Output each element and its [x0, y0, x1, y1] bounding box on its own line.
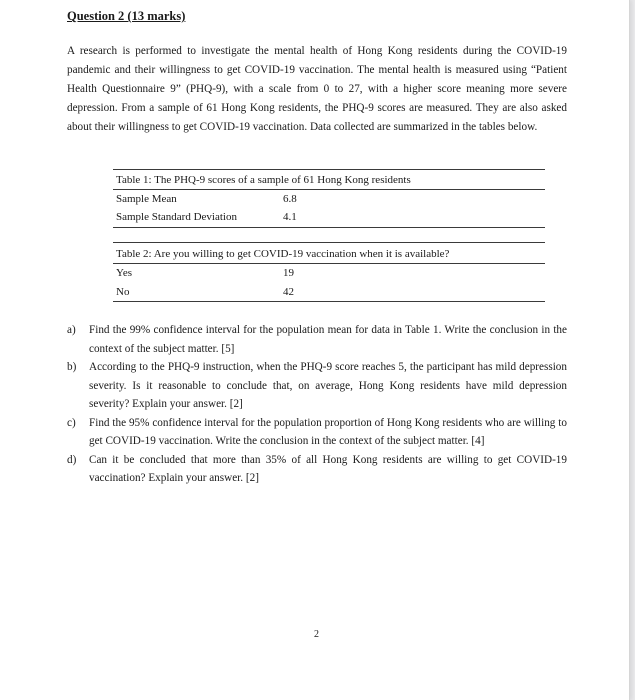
- question-item: [67, 451, 567, 488]
- table-bottom-rule: [113, 227, 545, 228]
- table-header-rule: [113, 263, 545, 264]
- question-item: [67, 321, 567, 358]
- question-list: [67, 321, 567, 488]
- question-text: According to the PHQ-9 instruction, when the PHQ-9 score reaches 5, the participant has mild depression severity. Is it reasonable to conclude that, on average, Hong Kong residents have mild depression severity? Explain your answer. [2]: [89, 361, 567, 410]
- question-item: [67, 414, 567, 451]
- table-row-label: Sample Mean: [116, 193, 177, 205]
- table-row-value: 42: [283, 286, 294, 298]
- question-text: Find the 95% confidence interval for the population proportion of Hong Kong residents who are willing to get COVID-19 vaccination. Write the conclusion in the context of the subject matter. [4]: [89, 416, 567, 447]
- question-letter: c): [67, 416, 76, 429]
- table-top-rule: [113, 169, 545, 170]
- intro-paragraph: A research is performed to investigate the mental health of Hong Kong residents during the COVID-19 pandemic and their willingness to get COVID-19 vaccination. The mental health is measured using “Patient Health Questionnaire 9” (PHQ-9), with a scale from 0 to 27, with a higher score meaning more severe depression. From a sample of 61 Hong Kong residents, the PHQ-9 scores are measured. They are also asked about their willingness to get COVID-19 vaccination. Data collected are summarized in the tables below.: [67, 45, 567, 133]
- table-caption: Table 2: Are you willing to get COVID-19 vaccination when it is available?: [116, 248, 450, 260]
- table-row-value: 6.8: [283, 193, 297, 205]
- table-row-label: No: [116, 286, 130, 298]
- question-letter: d): [67, 453, 77, 466]
- table-bottom-rule: [113, 301, 545, 302]
- table-top-rule: [113, 242, 545, 243]
- question-heading: Question 2 (13 marks): [67, 9, 186, 23]
- page-number: 2: [314, 629, 319, 640]
- question-text: Can it be concluded that more than 35% of all Hong Kong residents are willing to get COVID-19 vaccination? Explain your answer. [2]: [89, 453, 567, 484]
- question-letter: a): [67, 324, 76, 336]
- table-2: [113, 240, 545, 304]
- question-text: Find the 99% confidence interval for the population mean for data in Table 1. Write the conclusion in the context of the subject matter. [5]: [89, 324, 567, 355]
- question-letter: b): [67, 361, 77, 373]
- table-1: [113, 167, 545, 229]
- question-item: [67, 358, 567, 414]
- table-header-rule: [113, 189, 545, 190]
- table-row-value: 4.1: [283, 211, 297, 223]
- table-row-value: 19: [283, 267, 294, 279]
- table-row-label: Yes: [116, 267, 133, 279]
- table-caption: Table 1: The PHQ-9 scores of a sample of 61 Hong Kong residents: [116, 174, 411, 186]
- table-row-label: Sample Standard Deviation: [116, 211, 237, 223]
